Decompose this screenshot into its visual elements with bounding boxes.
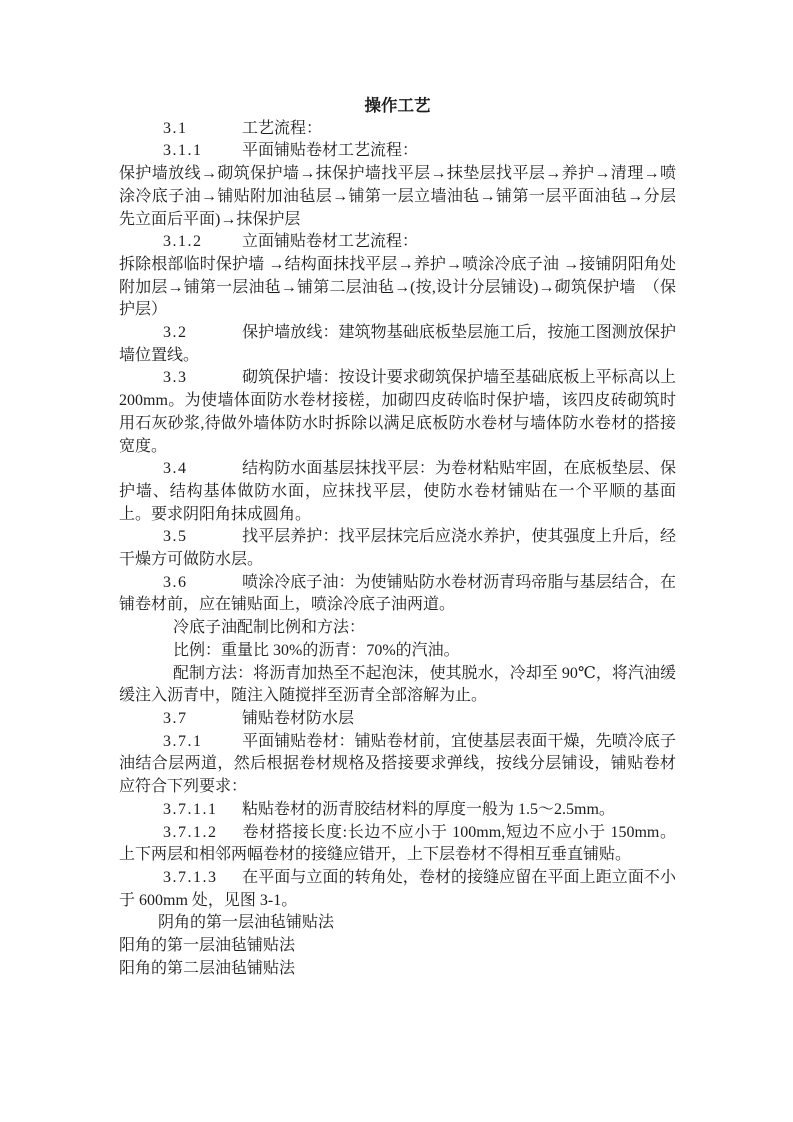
- clause-3-1-2: [119, 231, 676, 254]
- clause-text: 砌筑保护墙：按设计要求砌筑保护墙至基础底板上平标高以上 200mm。为使墙体面防水卷材接槎，加砌四皮砖临时保护墙，该四皮砖砌筑时用石灰砂浆,待做外墙体防水时拆除以满足底板防水卷材与墙体防水卷材的搭接宽度。: [119, 369, 676, 455]
- page-title: 操作工艺: [364, 96, 431, 115]
- clause-3-7: [119, 708, 676, 731]
- clause-number: 3.1.1: [163, 142, 203, 160]
- clause-number: 3.7.1.3: [163, 868, 218, 886]
- clause-number: 3.7.1.1: [163, 800, 218, 818]
- clause-text: 保护墙放线：建筑物基础底板垫层施工后，按施工图测放保护墙位置线。: [119, 324, 676, 364]
- clause-number: 3.7: [163, 709, 188, 727]
- clause-number: 3.3: [163, 369, 188, 387]
- clause-number: 3.4: [163, 460, 188, 478]
- clause-text: 立面铺贴卷材工艺流程：: [242, 233, 419, 251]
- clause-3-4: [119, 458, 676, 526]
- clause-number: 3.1: [163, 119, 188, 137]
- mix-method-heading: 冷底子油配制比例和方法：: [173, 619, 366, 637]
- clause-text: 平面铺贴卷材工艺流程：: [242, 142, 419, 160]
- clause-text: 在平面与立面的转角处，卷材的接缝应留在平面上距立面不小于 600mm 处，见图 3-1。: [119, 868, 676, 909]
- clause-3-7-1-3: [119, 867, 676, 912]
- clause-text: 喷涂冷底子油：为使铺贴防水卷材沥青玛帝脂与基层结合，在铺卷材前，应在铺贴面上，喷涂冷底子油两道。: [119, 573, 676, 614]
- clause-number: 3.2: [163, 324, 188, 342]
- clause-number: 3.7.1.2: [163, 823, 218, 841]
- clause-3-1: [119, 118, 676, 141]
- clause-text: 结构防水面基层抹找平层：为卷材粘贴牢固，在底板垫层、保护墙、结构基体做防水面，应抹找平层，使防水卷材铺贴在一个平顺的基面上。要求阴阳角抹成圆角。: [119, 460, 676, 523]
- clause-3-7-1: [119, 731, 676, 799]
- clause-number: 3.6: [163, 573, 188, 591]
- clause-text: 铺贴卷材防水层: [242, 709, 355, 727]
- figure-caption-line: 阴角的第一层油毡铺贴法: [158, 914, 335, 932]
- figure-caption-line: 阳角的第一层油毡铺贴法: [119, 937, 296, 955]
- clause-number: 3.1.2: [163, 233, 203, 251]
- process-flow-plane: 保护墙放线→砌筑保护墙→抹保护墙找平层→抹垫层找平层→养护→清理→喷涂冷底子油→铺贴附加油毡层→铺第一层立墙油毡→铺第一层平面油毡→分层先立面后平面)→抹保护层: [119, 165, 676, 228]
- clause-number: 3.7.1: [163, 732, 203, 750]
- clause-text: 找平层养护：找平层抹完后应浇水养护，使其强度上升后，经干燥方可做防水层。: [119, 528, 676, 569]
- mix-procedure-line: 配制方法：将沥青加热至不起泡沫，使其脱水，冷却至 90℃，将汽油缓缓注入沥青中，随注入随搅拌至沥青全部溶解为止。: [119, 664, 676, 705]
- clause-text: 卷材搭接长度:长边不应小于 100mm,短边不应小于 150mm。上下两层和相邻两幅卷材的接缝应错开，上下层卷材不得相互垂直铺贴。: [119, 823, 676, 864]
- clause-3-1-1: [119, 140, 676, 163]
- clause-3-7-1-2: [119, 822, 676, 867]
- clause-3-3: [119, 367, 676, 458]
- clause-3-6: [119, 572, 676, 617]
- clause-text: 平面铺贴卷材：铺贴卷材前，宜使基层表面干燥，先喷冷底子油结合层两道，然后根据卷材规格及搭接要求弹线，按线分层铺设，铺贴卷材应符合下列要求：: [119, 732, 676, 796]
- mix-ratio-line: 比例：重量比 30%的沥青：70%的汽油。: [173, 641, 460, 659]
- clause-number: 3.5: [163, 528, 188, 546]
- clause-text: 工艺流程：: [242, 119, 323, 137]
- process-flow-vertical: 拆除根部临时保护墙 →结构面抹找平层→养护→喷涂冷底子油 →接铺阴阳角处附加层→铺第一层油毡→铺第二层油毡→(按,设计分层铺设)→砌筑保护墙 （保护层）: [119, 255, 676, 319]
- clause-text: 粘贴卷材的沥青胶结材料的厚度一般为 1.5～2.5mm。: [242, 800, 615, 818]
- clause-3-7-1-1: [119, 799, 676, 822]
- figure-caption-line: 阳角的第二层油毡铺贴法: [119, 959, 296, 977]
- clause-3-2: [119, 322, 676, 367]
- clause-3-5: [119, 526, 676, 571]
